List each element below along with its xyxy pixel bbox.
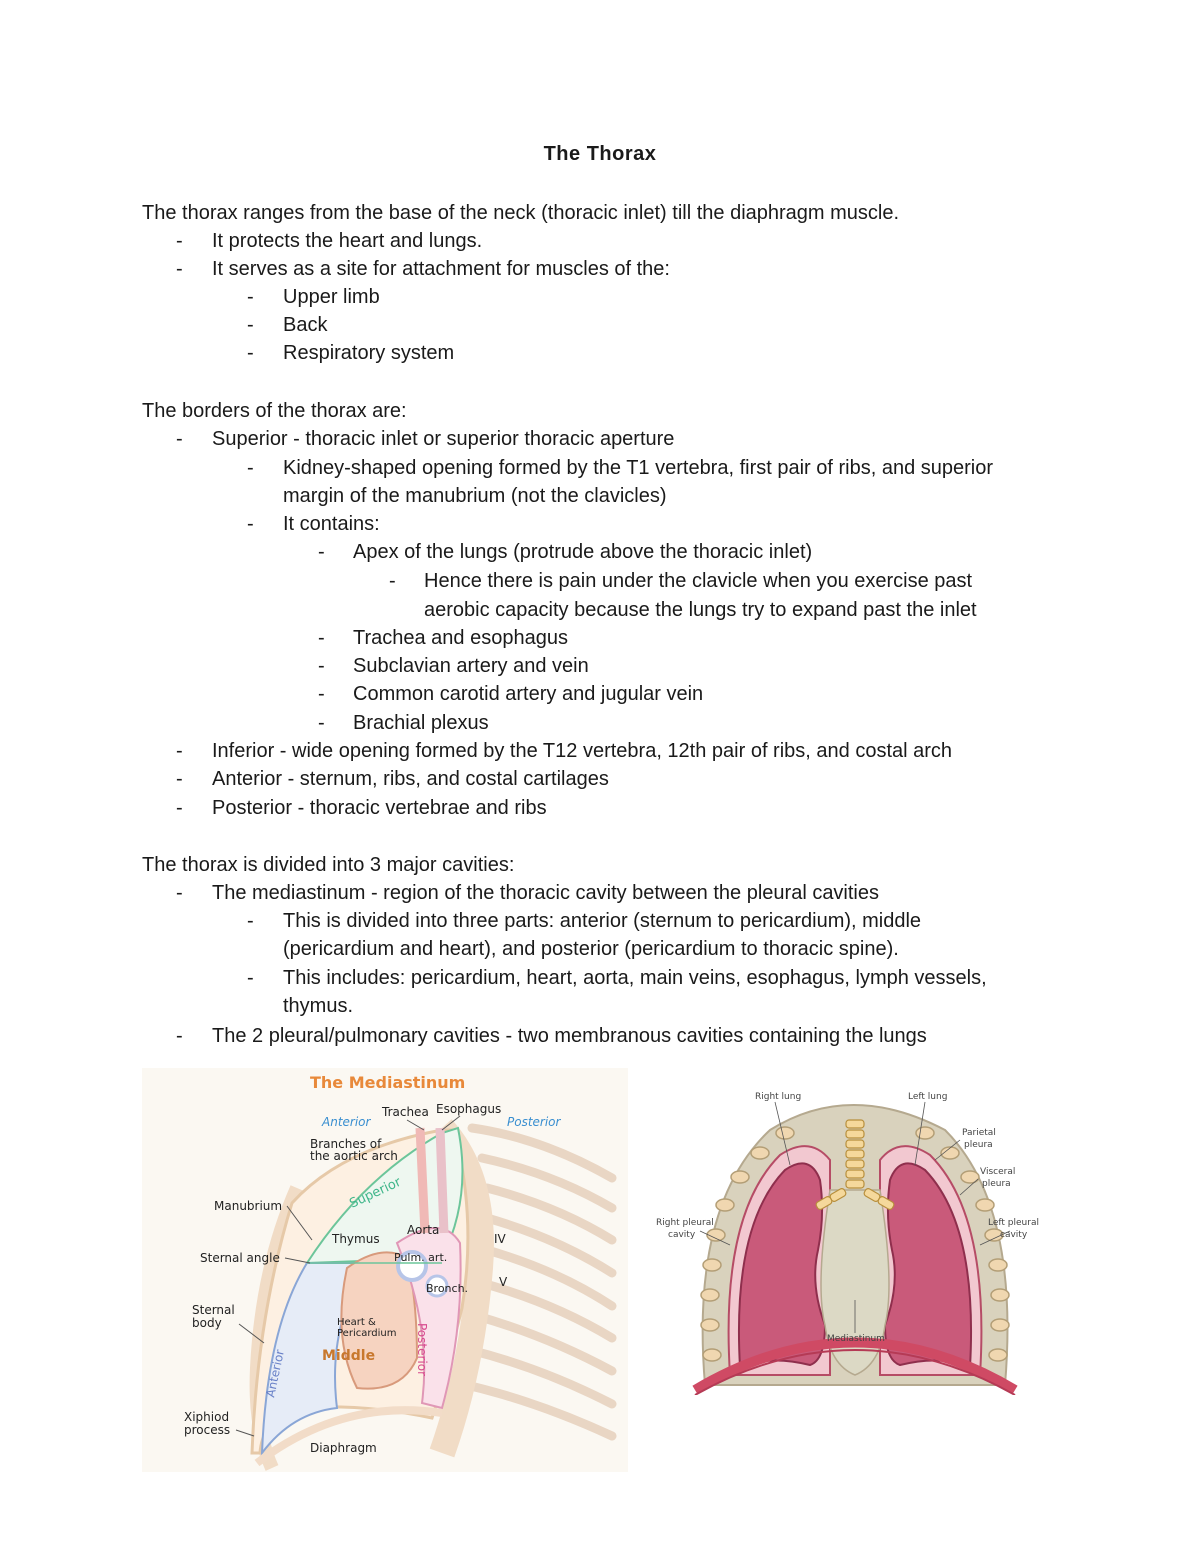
bullet-dash: - [247, 286, 254, 308]
label-branches-2: the aortic arch [310, 1149, 398, 1163]
bullet-dash: - [247, 457, 254, 479]
label-heart-2: Pericardium [337, 1328, 397, 1339]
label-anterior-top: Anterior [322, 1115, 371, 1129]
list-item: Hence there is pain under the clavicle when you exercise past [424, 570, 973, 592]
label-v: V [499, 1275, 508, 1289]
list-item-continuation: aerobic capacity because the lungs try to expand past the inlet [424, 599, 977, 621]
bullet-dash: - [176, 882, 183, 904]
label-middle: Middle [322, 1348, 376, 1364]
list-item: Anterior - sternum, ribs, and costal cartilages [212, 768, 609, 790]
list-item: It contains: [283, 513, 380, 535]
label-left-lung: Left lung [908, 1092, 948, 1102]
bullet-dash: - [176, 230, 183, 252]
bullet-dash: - [247, 967, 254, 989]
label-xiphoid-1: Xiphiod [184, 1410, 230, 1424]
list-item: Brachial plexus [353, 712, 489, 734]
bullet-dash: - [247, 342, 254, 364]
list-item: The 2 pleural/pulmonary cavities - two membranous cavities containing the lungs [212, 1025, 927, 1047]
bullet-dash: - [247, 513, 254, 535]
list-item: Common carotid artery and jugular vein [353, 683, 704, 705]
list-item: Posterior - thoracic vertebrae and ribs [212, 797, 547, 819]
list-item: Subclavian artery and vein [353, 655, 589, 677]
list-item: Upper limb [283, 286, 380, 308]
bullet-dash: - [318, 712, 325, 734]
list-item: Trachea and esophagus [353, 627, 568, 649]
mediastinum-diagram [142, 1068, 628, 1472]
bullet-dash: - [176, 1025, 183, 1047]
mediastinum-figure [142, 1068, 628, 1472]
bullet-dash: - [318, 655, 325, 677]
pleural-diagram [650, 1085, 1070, 1395]
bullet-dash: - [318, 627, 325, 649]
label-visceral-2: pleura [982, 1179, 1011, 1189]
label-posterior-top: Posterior [507, 1115, 561, 1129]
bullet-dash: - [318, 541, 325, 563]
section-heading: The thorax is divided into 3 major cavities: [142, 854, 515, 876]
list-item: The mediastinum - region of the thoracic cavity between the pleural cavities [212, 882, 880, 904]
list-item: It serves as a site for attachment for muscles of the: [212, 258, 670, 280]
label-aorta: Aorta [407, 1223, 440, 1237]
label-branches-1: Branches of [310, 1137, 382, 1151]
label-pulm-art: Pulm. art. [394, 1251, 448, 1264]
list-item: Back [283, 314, 328, 336]
label-heart-1: Heart & [337, 1317, 376, 1328]
page-title: The Thorax [543, 143, 657, 165]
list-item: This is divided into three parts: anterior (sternum to pericardium), middle [283, 910, 922, 932]
label-right-cavity-2: cavity [668, 1230, 696, 1240]
bullet-dash: - [247, 910, 254, 932]
label-anterior-side: Anterior [263, 1348, 288, 1399]
figure-title: The Mediastinum [310, 1073, 466, 1092]
label-esophagus: Esophagus [436, 1102, 502, 1116]
bullet-dash: - [389, 570, 396, 592]
label-left-cavity-1: Left pleural [988, 1218, 1039, 1228]
list-item: Kidney-shaped opening formed by the T1 vertebra, first pair of ribs, and superior [283, 457, 994, 479]
label-sternal-angle: Sternal angle [200, 1251, 280, 1265]
bullet-dash: - [176, 797, 183, 819]
list-item: Inferior - wide opening formed by the T12 vertebra, 12th pair of ribs, and costal arch [212, 740, 953, 762]
list-item: This includes: pericardium, heart, aorta, main veins, esophagus, lymph vessels, [283, 967, 987, 989]
label-parietal-1: Parietal [962, 1128, 996, 1138]
label-posterior-side: Posterior [415, 1323, 429, 1377]
label-sternal-body-1: Sternal [192, 1303, 235, 1317]
list-item-continuation: (pericardium and heart), and posterior (pericardium to thoracic spine). [283, 938, 899, 960]
label-bronch: Bronch. [426, 1282, 469, 1295]
label-left-cavity-2: cavity [1000, 1230, 1028, 1240]
label-manubrium: Manubrium [214, 1199, 283, 1213]
bullet-dash: - [318, 683, 325, 705]
bullet-dash: - [176, 258, 183, 280]
section-heading: The borders of the thorax are: [142, 400, 407, 422]
label-thymus: Thymus [332, 1232, 380, 1246]
label-sternal-body-2: body [192, 1316, 222, 1330]
bullet-dash: - [176, 428, 183, 450]
list-item-continuation: margin of the manubrium (not the clavicles) [283, 485, 667, 507]
list-item: It protects the heart and lungs. [212, 230, 483, 252]
label-mediastinum: Mediastinum [827, 1334, 885, 1344]
intro-text: The thorax ranges from the base of the neck (thoracic inlet) till the diaphragm muscle. [142, 202, 900, 224]
label-right-cavity-1: Right pleural [656, 1218, 714, 1228]
bullet-dash: - [176, 740, 183, 762]
label-trachea: Trachea [382, 1105, 429, 1119]
pleural-figure [650, 1085, 1070, 1395]
label-superior: Superior [347, 1174, 404, 1212]
label-iv: IV [494, 1232, 506, 1246]
list-item: Respiratory system [283, 342, 455, 364]
list-item: Superior - thoracic inlet or superior thoracic aperture [212, 428, 675, 450]
label-xiphoid-2: process [184, 1423, 231, 1437]
label-diaphragm: Diaphragm [310, 1441, 377, 1455]
label-visceral-1: Visceral [980, 1167, 1016, 1177]
bullet-dash: - [247, 314, 254, 336]
label-right-lung: Right lung [755, 1092, 802, 1102]
list-item: Apex of the lungs (protrude above the thoracic inlet) [353, 541, 813, 563]
bullet-dash: - [176, 768, 183, 790]
list-item-continuation: thymus. [283, 995, 354, 1017]
label-parietal-2: pleura [964, 1140, 993, 1150]
